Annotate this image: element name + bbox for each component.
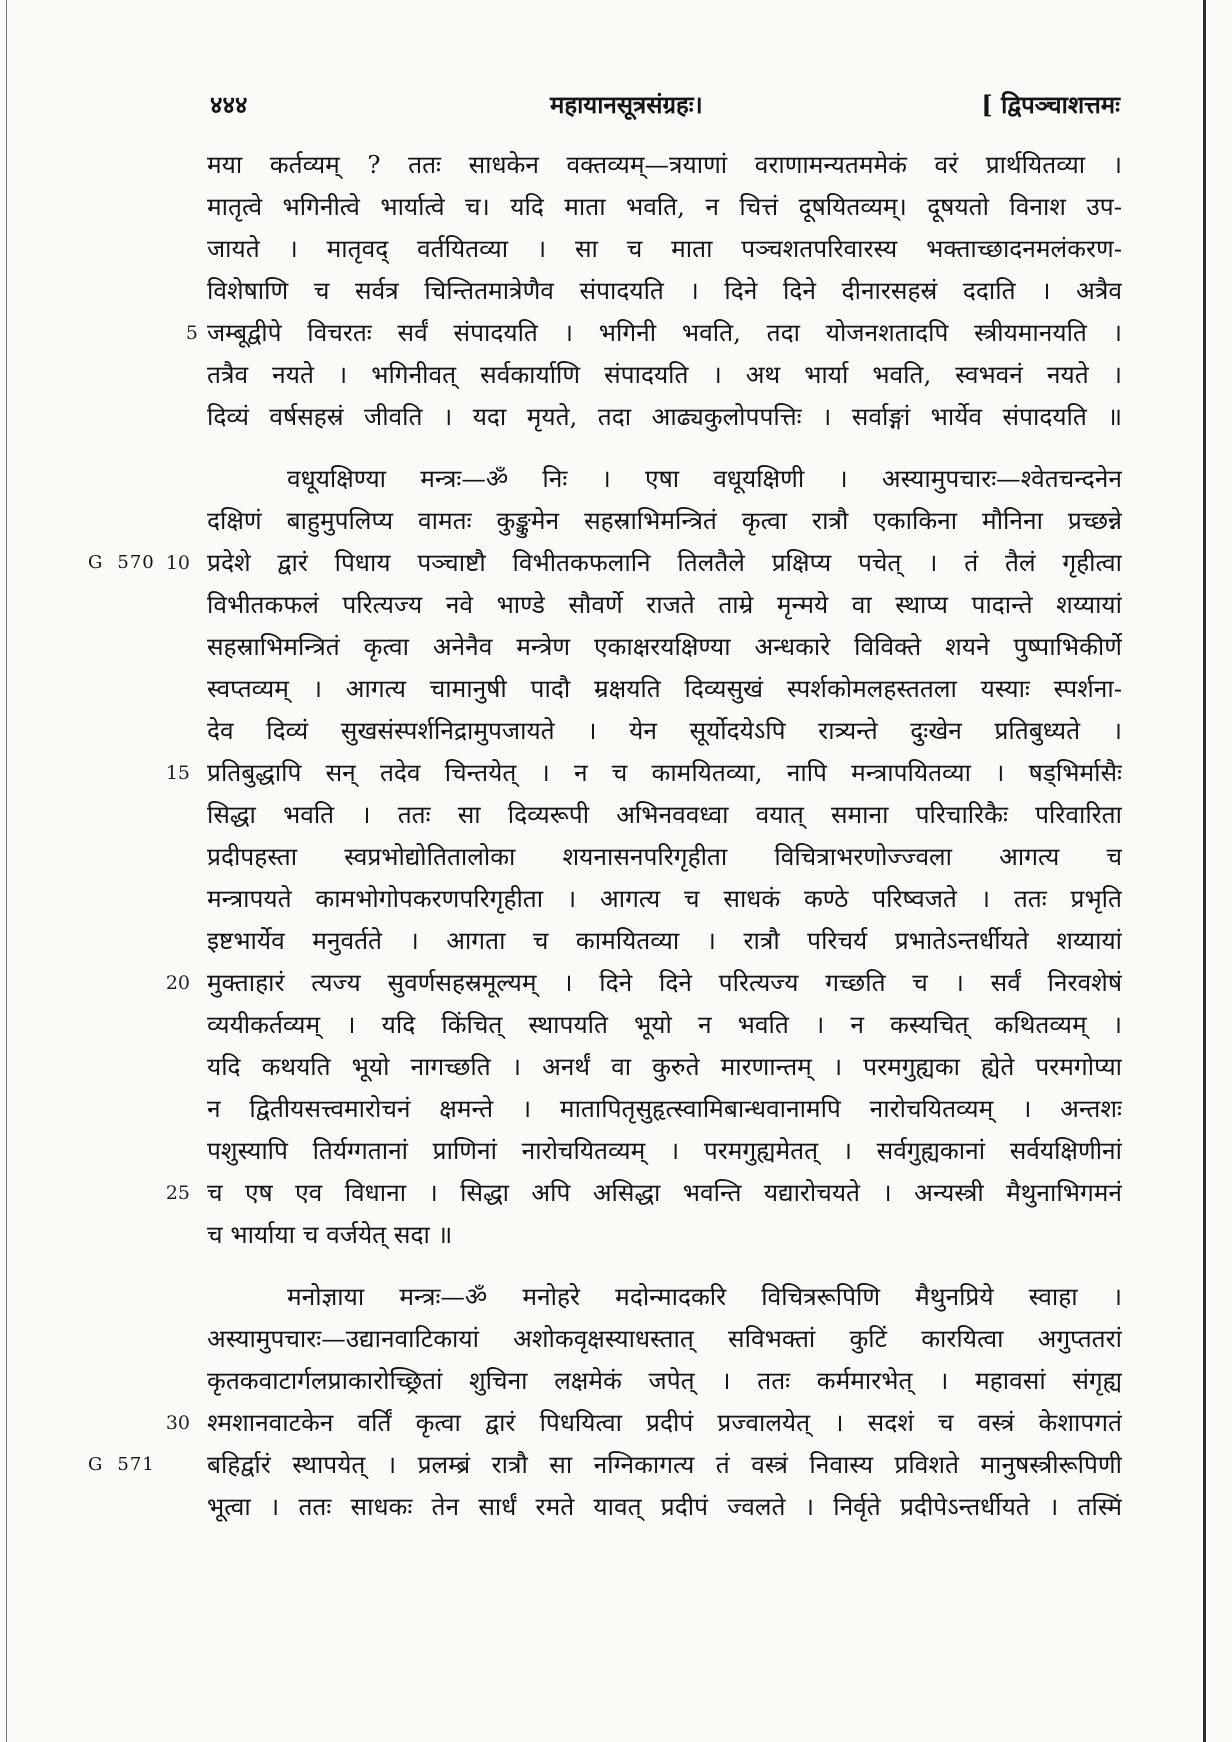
margin-ref-number: 570 <box>117 552 155 573</box>
text-line: जायते । मातृवद् वर्तयितव्या । सा च माता पञ्चशतपरिवारस्य भक्ताच्छादनमलंकरण- <box>207 234 1122 263</box>
text-line: प्रतिबुद्धापि सन् तदेव चिन्तयेत् । न च कामयितव्या, नापि मन्त्रापयितव्या । षड्भिर्मासैः <box>207 758 1122 787</box>
text-line: इष्टभार्येव मनुवर्तते । आगता च कामयितव्या । रात्रौ परिचर्य प्रभातेऽन्तर्धीयते शय्यायां <box>207 926 1122 955</box>
text-line: न द्वितीयसत्त्वमारोचनं क्षमन्ते । मातापितृसुहृत्स्वामिबान्धवानामपि नारोचयितव्यम् । अन्तशः <box>207 1094 1122 1123</box>
text-line: जम्बूद्वीपे विचरतः सर्वं संपादयति । भगिनी भवति, तदा योजनशतादपि स्त्रीयमानयति । <box>207 318 1122 347</box>
text-line: वधूयक्षिण्या मन्त्रः—ॐ निः । एषा वधूयक्षिणी । अस्यामुपचारः—श्वेतचन्दनेन <box>287 464 1122 493</box>
section-heading: [ द्विपञ्चाशत्तमः <box>981 90 1120 119</box>
text-line: व्ययीकर्तव्यम् । यदि किंचित् स्थापयति भूयो न भवति । न कस्यचित् कथितव्यम् । <box>207 1010 1122 1039</box>
text-line: स्वप्तव्यम् । आगत्य चामानुषी पादौ म्रक्षयति दिव्यसुखं स्पर्शकोमलहस्ततला यस्याः स्पर्शना- <box>207 674 1122 703</box>
text-line: श्मशानवाटकेन वर्तिं कृत्वा द्वारं पिधयित्वा प्रदीपं प्रज्वालयेत् । सदशं च वस्त्रं केशापगतं <box>207 1408 1122 1437</box>
text-line: दक्षिणं बाहुमुपलिप्य वामतः कुङ्कुमेन सहस्राभिमन्त्रितं कृत्वा रात्रौ एकाकिना मौनिना प्रच्छन्ने <box>207 506 1122 535</box>
text-line: कृतकवाटार्गलप्राकारोच्छ्रितां शुचिना लक्षमेकं जपेत् । ततः कर्ममारभेत् । महावसां संगृह्य <box>207 1366 1122 1395</box>
text-line: मन्त्रापयते कामभोगोपकरणपरिगृहीता । आगत्य च साधकं कण्ठे परिष्वजते । ततः प्रभृति <box>207 884 1122 913</box>
text-line: प्रदेशे द्वारं पिधाय पञ्चाष्टौ विभीतकफलानि तिलतैले प्रक्षिप्य पचेत् । तं तैलं गृहीत्वा <box>207 548 1122 577</box>
text-line: बहिर्द्वारं स्थापयेत् । प्रलम्ब्रं रात्रौ सा नग्निकागत्य तं वस्त्रं निवास्य प्रविशते मानुषस्त्रीरूपिणी <box>207 1450 1122 1479</box>
text-line: देव दिव्यं सुखसंस्पर्शनिद्रामुपजायते । येन सूर्योदयेऽपि रात्र्यन्ते दुःखेन प्रतिबुध्यते । <box>207 716 1122 745</box>
text-line: च एष एव विधाना । सिद्धा अपि असिद्धा भवन्ति यद्यारोचयते । अन्यस्त्री मैथुनाभिगमनं <box>207 1178 1122 1207</box>
page-title: महायानसूत्रसंग्रहः। <box>550 90 703 119</box>
line-number: 30 <box>165 1412 190 1434</box>
text-line: भूत्वा । ततः साधकः तेन सार्धं रमते यावत् प्रदीपं ज्वलते । निर्वृते प्रदीपेऽन्तर्धीयते । तस्मिं <box>207 1492 1122 1521</box>
page-number: ४४४ <box>210 90 248 119</box>
line-number: 25 <box>165 1182 190 1204</box>
text-line: मातृत्वे भगिनीत्वे भार्यात्वे च। यदि माता भवति, न चित्तं दूषयितव्यम्। दूषयतो विनाश उप- <box>207 192 1122 221</box>
scan-edge-left <box>6 0 7 1742</box>
margin-ref-label: G <box>88 552 104 573</box>
text-line: यदि कथयति भूयो नागच्छति । अनर्थं वा कुरुते मारणान्तम् । परमगुह्यका ह्येते परमगोप्या <box>207 1052 1122 1081</box>
scan-edge-right <box>1203 0 1206 1742</box>
text-line: तत्रैव नयते । भगिनीवत् सर्वकार्याणि संपादयति । अथ भार्या भवति, स्वभवनं नयते । <box>207 360 1122 389</box>
running-header <box>210 88 1120 128</box>
text-line: प्रदीपहस्ता स्वप्रभोद्योतितालोका शयनासनपरिगृहीता विचित्राभरणोज्ज्वला आगत्य च <box>207 842 1122 871</box>
line-number: 15 <box>165 762 190 784</box>
text-line: मनोज्ञाया मन्त्रः—ॐ मनोहरे मदोन्मादकरि विचित्ररूपिणि मैथुनप्रिये स्वाहा । <box>287 1282 1122 1311</box>
text-line: अस्यामुपचारः—उद्यानवाटिकायां अशोकवृक्षस्याधस्तात् सविभक्तां कुटिं कारयित्वा अगुप्ततरां <box>207 1324 1122 1353</box>
text-line: विभीतकफलं परित्यज्य नवे भाण्डे सौवर्णे राजते ताम्रे मृन्मये वा स्थाप्य पादान्ते शय्यायां <box>207 590 1122 619</box>
text-line: मुक्ताहारं त्यज्य सुवर्णसहस्रमूल्यम् । दिने दिने परित्यज्य गच्छति च । सर्वं निरवशेषं <box>207 968 1122 997</box>
margin-ref-label: G <box>88 1454 104 1475</box>
margin-reference <box>88 1444 155 1486</box>
text-line: दिव्यं वर्षसहस्रं जीवति । यदा मृयते, तदा आढ्यकुलोपपत्तिः । सर्वाङ्गां भार्येव संपादयति ॥ <box>207 402 1122 431</box>
line-number: 5 <box>185 322 198 344</box>
text-line: च भार्याया च वर्जयेत् सदा ॥ <box>207 1220 453 1249</box>
text-line: सहस्राभिमन्त्रितं कृत्वा अनेनैव मन्त्रेण एकाक्षरयक्षिण्या अन्धकारे विविक्ते शयने पुष्पाभिकीर्णे <box>207 632 1122 661</box>
text-line: विशेषाणि च सर्वत्र चिन्तितमात्रेणैव संपादयति । दिने दिने दीनारसहस्रं ददाति । अत्रैव <box>207 276 1122 305</box>
text-line: मया कर्तव्यम् ? ततः साधकेन वक्तव्यम्—त्रयाणां वराणामन्यतममेकं वरं प्रार्थयितव्या । <box>207 150 1122 179</box>
line-number: 10 <box>165 552 190 574</box>
margin-ref-number: 571 <box>117 1454 155 1475</box>
margin-reference <box>88 542 155 584</box>
text-line: सिद्धा भवति । ततः सा दिव्यरूपी अभिनववध्वा वयात् समाना परिचारिकैः परिवारिता <box>207 800 1122 829</box>
line-number: 20 <box>165 972 190 994</box>
text-line: पशुस्यापि तिर्यग्गतानां प्राणिनां नारोचयितव्यम् । परमगुह्यमेतत् । सर्वगुह्यकानां सर्वयक्षिणीनां <box>207 1136 1122 1165</box>
